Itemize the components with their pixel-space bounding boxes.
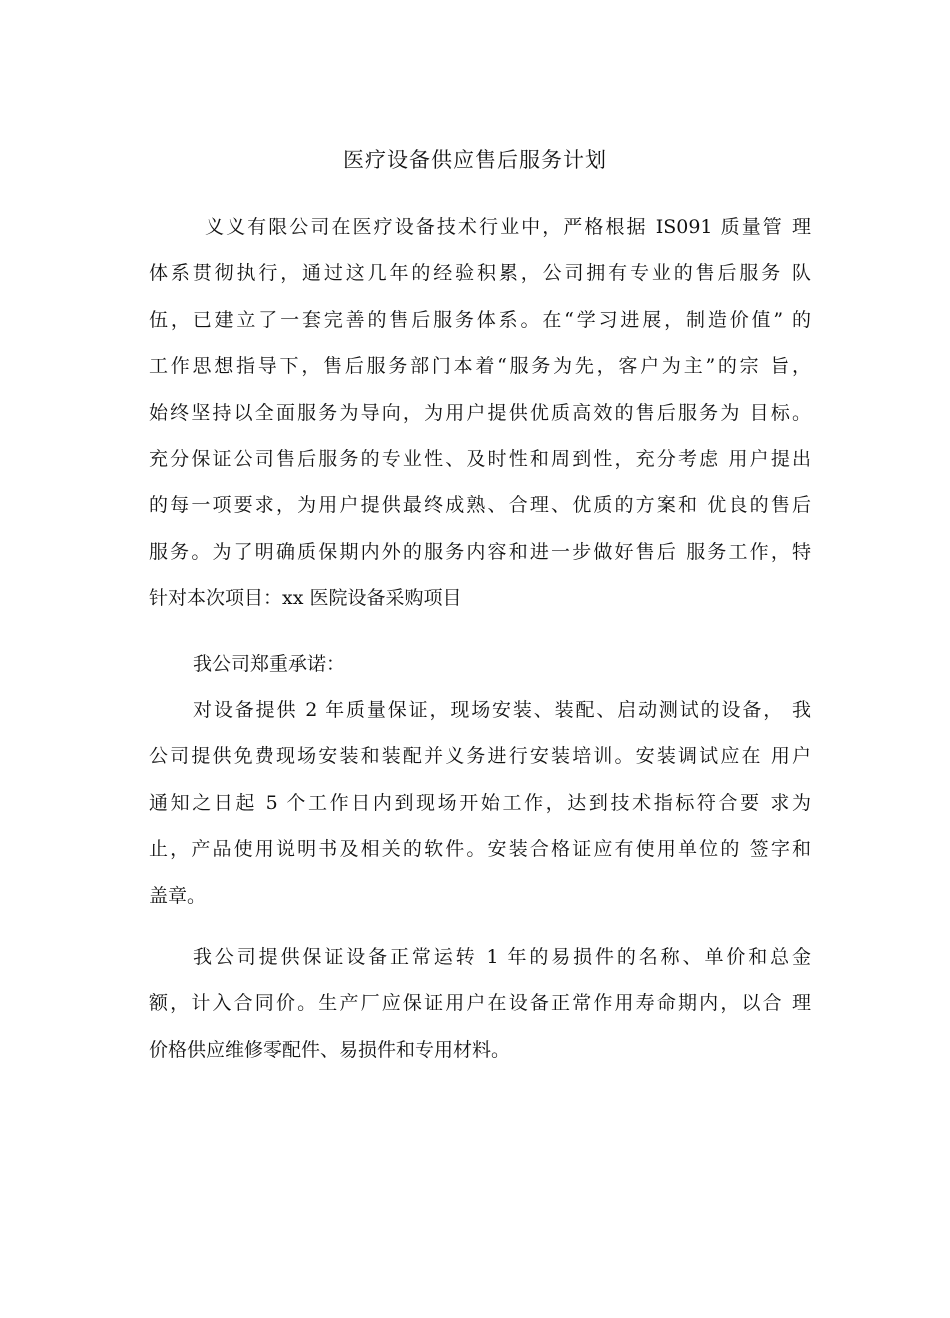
paragraph-installation [149,687,811,919]
text-line: 充分保证公司售后服务的专业性、及时性和周到性，充分考虑 用户提出 [149,447,811,470]
paragraph-spare-parts [149,934,811,1073]
text-line: 止，产品使用说明书及相关的软件。安装合格证应有使用单位的 签字和 [149,838,811,861]
text-line: 服务。为了明确质保期内外的服务内容和进一步做好售后 服务工作，特 [149,540,811,563]
paragraph-promise [149,641,811,687]
paragraph-intro [149,204,811,622]
text-line: 盖章。 [149,884,207,907]
text-line: 额，计入合同价。生产厂应保证用户在设备正常作用寿命期内，以合 理 [149,992,811,1015]
text-line: 伍，已建立了一套完善的售后服务体系。在“学习进展，制造价值” 的 [149,308,811,331]
text-line: 体系贯彻执行，通过这几年的经验积累，公司拥有专业的售后服务 队 [149,262,811,285]
text-line: 通知之日起 5 个工作日内到现场开始工作，达到技术指标符合要 求为 [149,791,811,814]
text-line: 始终坚持以全面服务为导向，为用户提供优质高效的售后服务为 目标。 [149,401,811,424]
text-line: 公司提供免费现场安装和装配并义务进行安装培训。安装调试应在 用户 [149,745,811,768]
text-line: 的每一项要求，为用户提供最终成熟、合理、优质的方案和 优良的售后 [149,494,811,517]
document-title: 医疗设备供应售后服务计划 [343,148,607,172]
text-line: 对设备提供 2 年质量保证，现场安装、装配、启动测试的设备， 我 [193,699,811,721]
text-line: 针对本次项目：xx 医院设备采购项目 [149,587,462,610]
text-line: 我公司提供保证设备正常运转 1 年的易损件的名称、单价和总金 [193,946,811,968]
text-line: 义义有限公司在医疗设备技术行业中，严格根据 IS091 质量管 理 [205,216,811,238]
text-line: 价格供应维修零配件、易损件和专用材料。 [149,1038,511,1061]
text-line: 我公司郑重承诺： [193,653,346,675]
text-line: 工作思想指导下，售后服务部门本着“服务为先，客户为主”的宗 旨， [149,355,811,378]
